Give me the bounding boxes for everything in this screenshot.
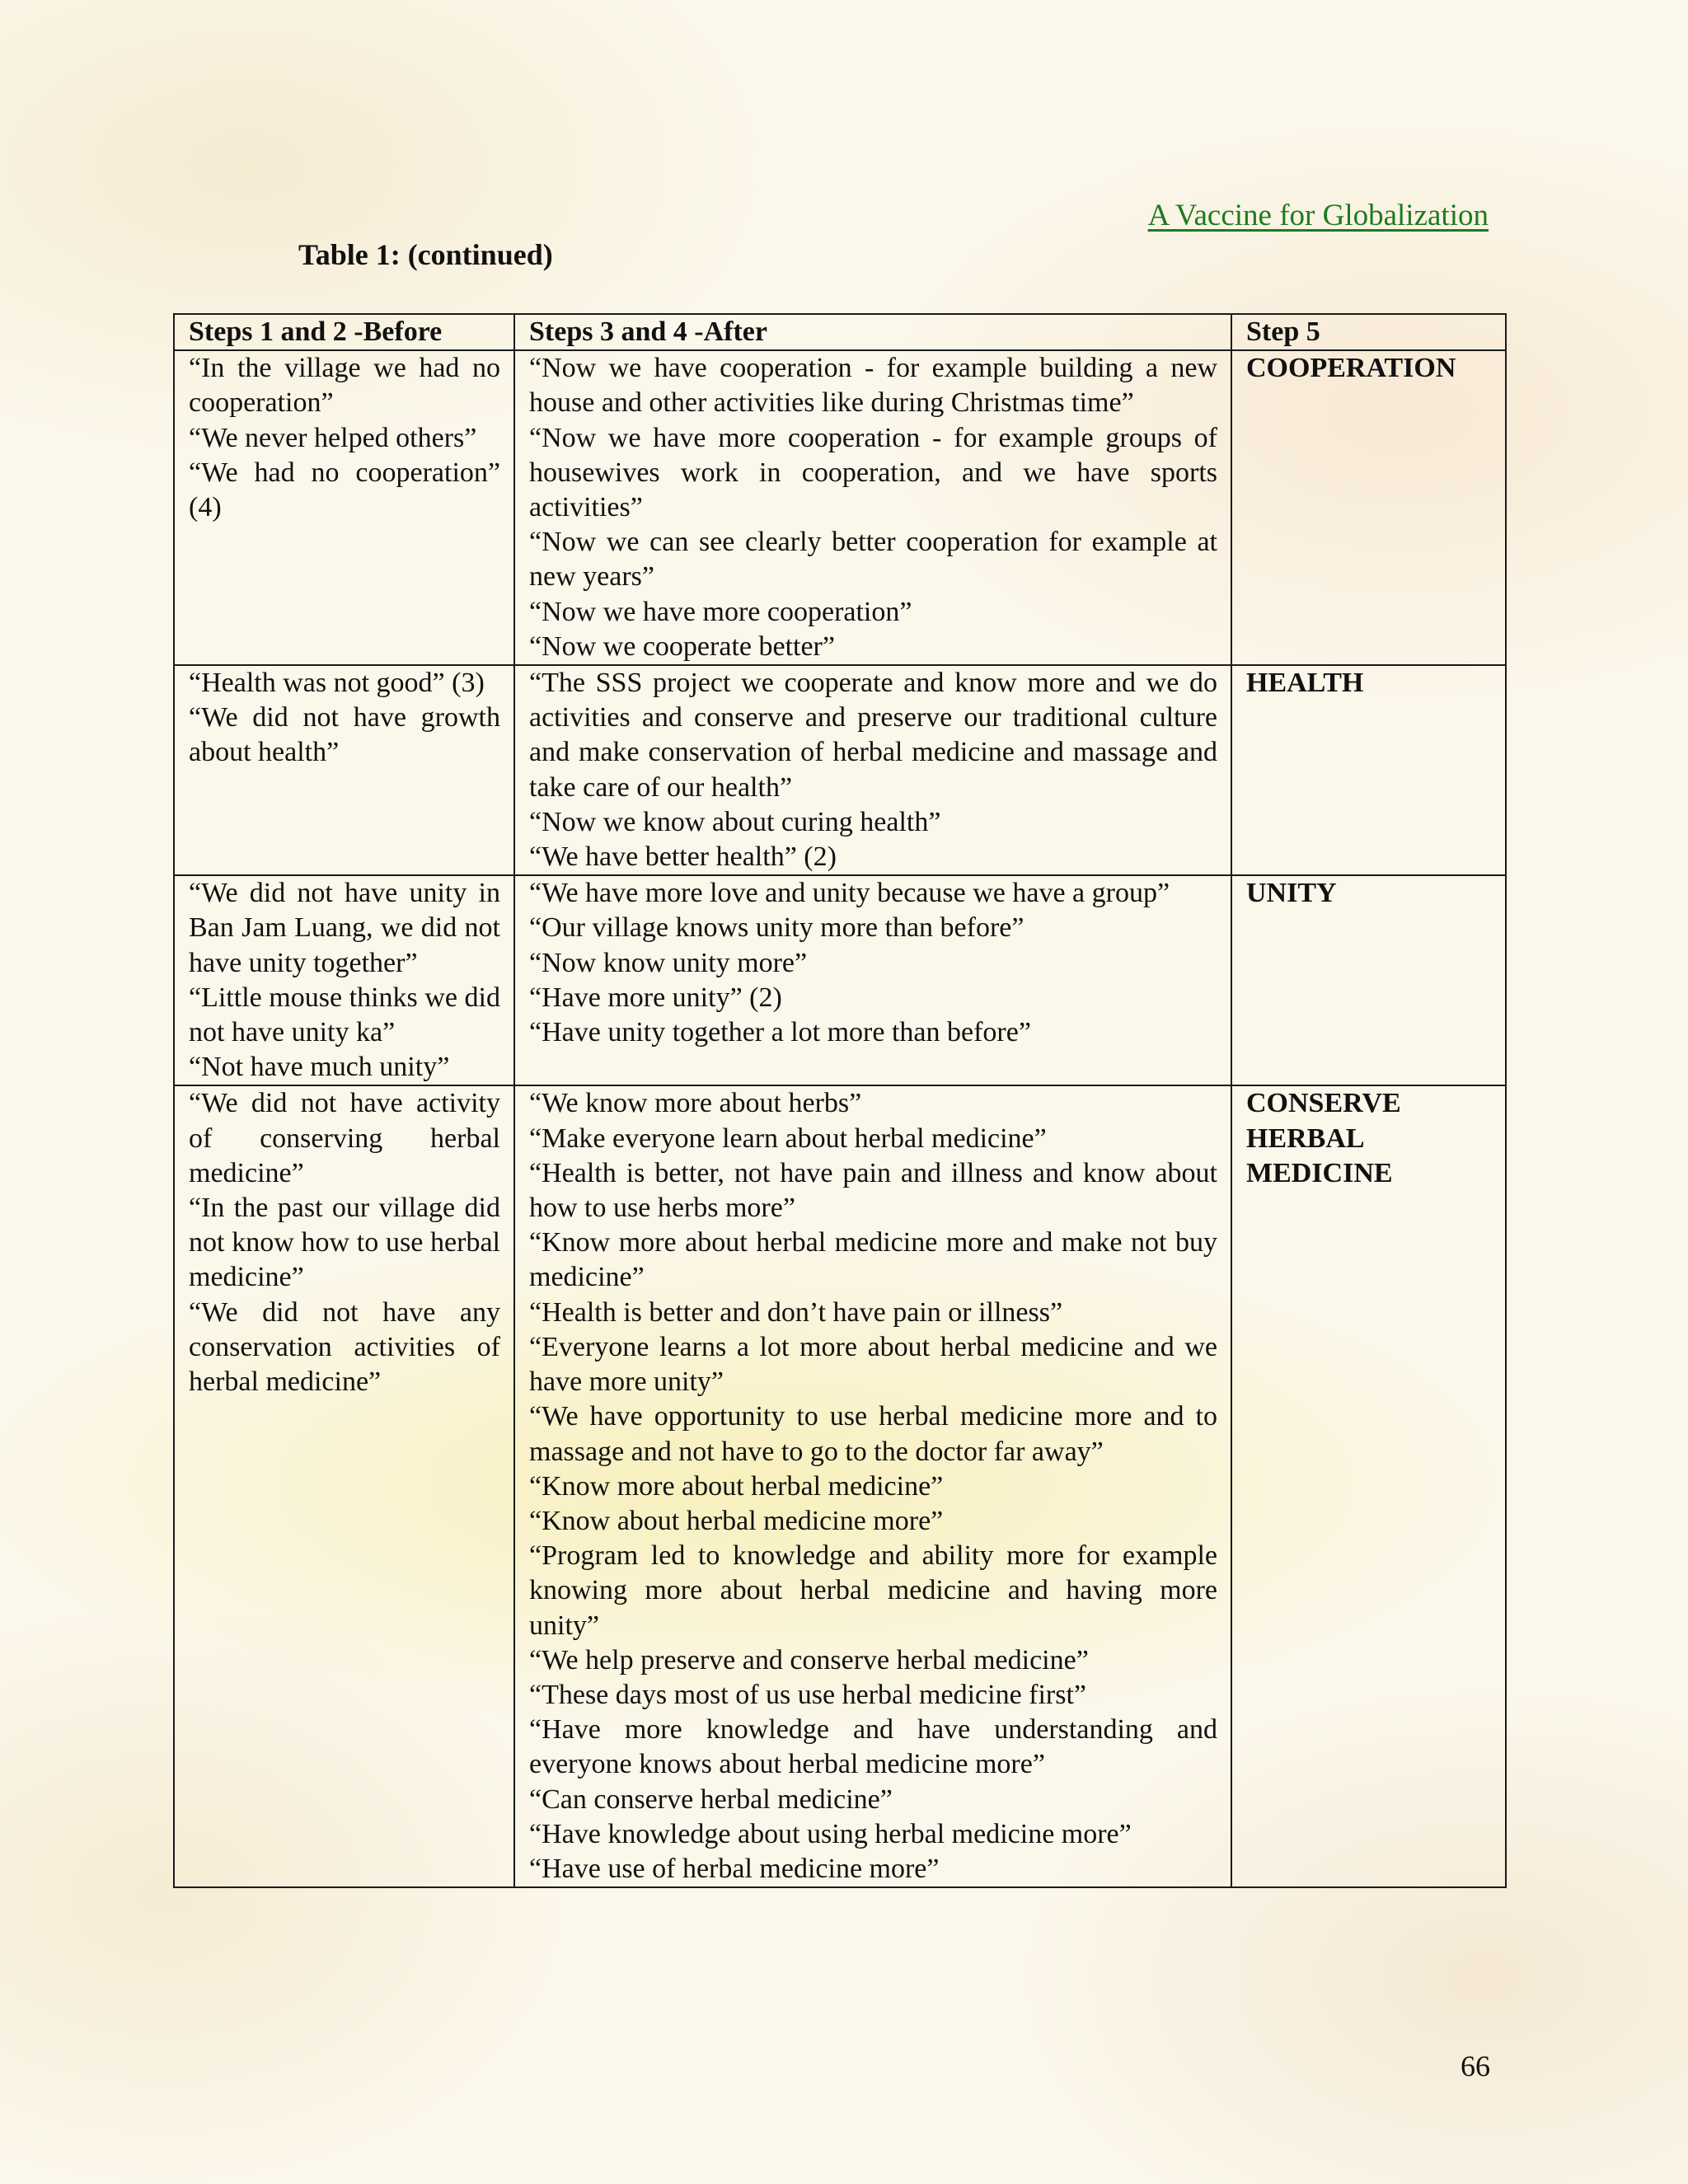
quote-line: “Have more knowledge and have understanding and everyone knows about herbal medicine more” — [529, 1714, 1217, 1780]
quote-line: “We have opportunity to use herbal medicine more and to massage and not have to go to the doctor far away” — [529, 1401, 1217, 1467]
quote-line: “We did not have any conservation activities of herbal medicine” — [189, 1296, 500, 1398]
column-header-before: Steps 1 and 2 -Before — [174, 314, 514, 350]
quote-line: “Everyone learns a lot more about herbal medicine and we have more unity” — [529, 1331, 1217, 1398]
page-number: 66 — [1461, 2050, 1490, 2083]
quote-line: “We have more love and unity because we have a group” — [529, 878, 1170, 909]
theme-cell — [1231, 1085, 1506, 1887]
findings-table — [173, 313, 1507, 1888]
theme-cell — [1231, 350, 1506, 665]
quote-line: “Know more about herbal medicine” — [529, 1470, 944, 1502]
quote-line: “Now we have more cooperation - for example groups of housewives work in cooperation, and we have sports activities” — [529, 422, 1217, 523]
table-body — [174, 350, 1506, 1887]
quote-line: “Health was not good” (3) — [189, 668, 485, 699]
quote-line: “We help preserve and conserve herbal medicine” — [529, 1644, 1089, 1675]
quote-line: “We have better health” (2) — [529, 841, 837, 873]
theme-label: HEALTH — [1246, 668, 1364, 699]
table-caption: Table 1: (continued) — [298, 238, 553, 271]
before-cell — [174, 350, 514, 665]
quote-line: “We did not have activity of conserving herbal medicine” — [189, 1088, 500, 1188]
quote-line: “Now we have more cooperation” — [529, 596, 912, 627]
theme-label: COOPERATION — [1246, 353, 1456, 384]
quote-line: “Little mouse thinks we did not have unity ka” — [189, 982, 500, 1048]
quote-line: “The SSS project we cooperate and know more and we do activities and conserve and preserve our traditional culture and make conservation of herbal medicine and massage and take care of our health” — [529, 668, 1217, 803]
table-header-row — [174, 314, 1506, 350]
quote-line: “Now know unity more” — [529, 947, 808, 978]
quote-line: “Program led to knowledge and ability more for example knowing more about herbal medicine and having more unity” — [529, 1540, 1217, 1641]
column-header-after: Steps 3 and 4 -After — [514, 314, 1231, 350]
before-cell — [174, 665, 514, 875]
quote-line: “In the village we had no cooperation” — [189, 353, 500, 419]
quote-line: “Have knowledge about using herbal medicine more” — [529, 1818, 1132, 1849]
quote-line: “Have use of herbal medicine more” — [529, 1853, 940, 1884]
before-cell — [174, 1085, 514, 1887]
quote-line: “Now we have cooperation - for example building a new house and other activities like during Christmas time” — [529, 353, 1217, 419]
running-title-link[interactable]: A Vaccine for Globalization — [1147, 199, 1489, 232]
quote-line: “In the past our village did not know how to use herbal medicine” — [189, 1193, 500, 1293]
quote-line: “Now we cooperate better” — [529, 630, 835, 662]
quote-line: “These days most of us use herbal medicine first” — [529, 1679, 1087, 1710]
quote-line: “Now we know about curing health” — [529, 806, 941, 837]
quote-line: “Not have much unity” — [189, 1052, 450, 1083]
quote-line: “Can conserve herbal medicine” — [529, 1783, 893, 1815]
after-cell — [514, 350, 1231, 665]
table-row — [174, 350, 1506, 665]
quote-line: “Health is better, not have pain and illness and know about how to use herbs more” — [529, 1157, 1217, 1224]
quote-line: “Have more unity” (2) — [529, 982, 782, 1013]
quote-line: “Our village knows unity more than before” — [529, 912, 1025, 944]
quote-line: “Health is better and don’t have pain or illness” — [529, 1296, 1063, 1328]
after-cell — [514, 875, 1231, 1085]
quote-line: “We had no cooperation” (4) — [189, 457, 500, 523]
theme-label: HERBAL — [1246, 1122, 1365, 1154]
quote-line: “Know more about herbal medicine more and make not buy medicine” — [529, 1227, 1217, 1293]
quote-line: “Know about herbal medicine more” — [529, 1505, 944, 1536]
quote-line: “We never helped others” — [189, 422, 477, 453]
quote-line: “Make everyone learn about herbal medicine” — [529, 1122, 1047, 1154]
table-row — [174, 665, 1506, 875]
theme-label: UNITY — [1246, 878, 1337, 909]
theme-label: MEDICINE — [1246, 1157, 1393, 1188]
quote-line: “We did not have growth about health” — [189, 702, 500, 768]
quote-line: “We did not have unity in Ban Jam Luang, we did not have unity together” — [189, 878, 500, 978]
theme-label: CONSERVE — [1246, 1088, 1401, 1119]
table-row — [174, 875, 1506, 1085]
after-cell — [514, 665, 1231, 875]
after-cell — [514, 1085, 1231, 1887]
theme-cell — [1231, 875, 1506, 1085]
quote-line: “Have unity together a lot more than before” — [529, 1017, 1031, 1048]
column-header-step5: Step 5 — [1231, 314, 1506, 350]
quote-line: “Now we can see clearly better cooperation for example at new years” — [529, 527, 1217, 593]
quote-line: “We know more about herbs” — [529, 1088, 862, 1119]
before-cell — [174, 875, 514, 1085]
table-row — [174, 1085, 1506, 1887]
theme-cell — [1231, 665, 1506, 875]
